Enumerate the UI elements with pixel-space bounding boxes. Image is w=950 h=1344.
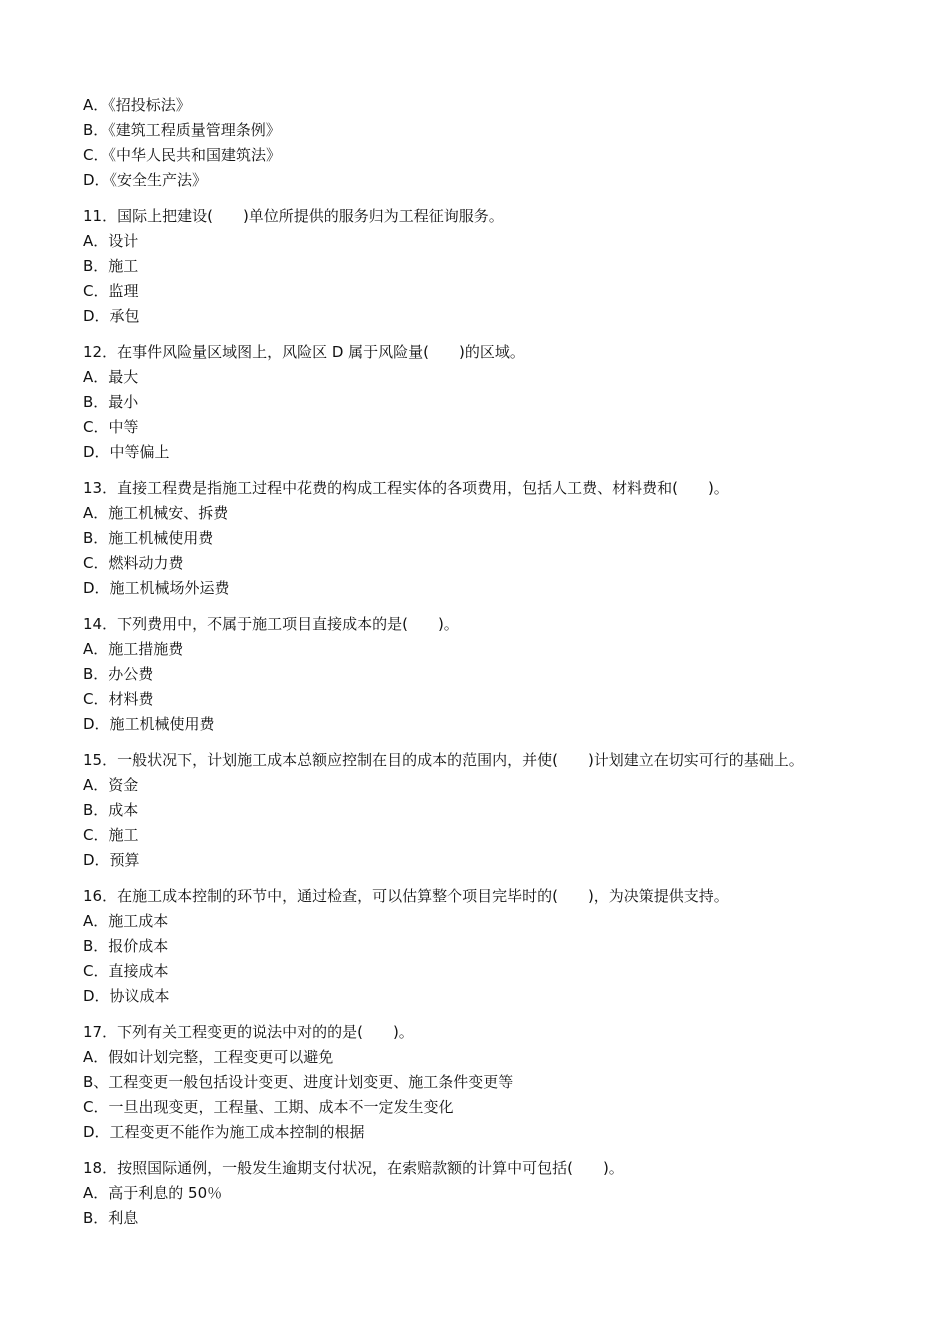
option-a: A．假如计划完整，工程变更可以避免 [83,1048,334,1066]
option-c: C．中等 [83,418,139,436]
question-18 [83,1156,943,1231]
question-stem: 14．下列费用中，不属于施工项目直接成本的是( )。 [83,615,459,633]
option-a: A．施工成本 [83,912,169,930]
option-c: C．直接成本 [83,962,169,980]
question-10-options [83,93,943,193]
option-d: D．预算 [83,851,140,869]
question-stem: 18．按照国际通例，一般发生逾期支付状况，在索赔款额的计算中可包括( )。 [83,1159,624,1177]
question-17 [83,1020,943,1145]
option-b: B．成本 [83,801,139,819]
option-d: D．工程变更不能作为施工成本控制的根据 [83,1123,365,1141]
option-b: B．利息 [83,1209,139,1227]
question-11 [83,204,943,329]
option-d: D．协议成本 [83,987,170,1005]
option-a: A．施工措施费 [83,640,184,658]
option-c: C．一旦出现变更，工程量、工期、成本不一定发生变化 [83,1098,454,1116]
exam-page [83,93,943,1231]
question-stem: 17．下列有关工程变更的说法中对的的是( )。 [83,1023,414,1041]
option-c: C．《中华人民共和国建筑法》 [83,146,281,164]
option-d: D．中等偏上 [83,443,170,461]
option-c: C．施工 [83,826,139,844]
question-stem: 11．国际上把建设( )单位所提供的服务归为工程征询服务。 [83,207,504,225]
option-a: A．最大 [83,368,139,386]
question-stem: 13．直接工程费是指施工过程中花费的构成工程实体的各项费用，包括人工费、材料费和( )。 [83,479,729,497]
option-d: D．承包 [83,307,140,325]
question-12 [83,340,943,465]
option-b: B．施工机械使用费 [83,529,214,547]
option-b: B．办公费 [83,665,154,683]
question-15 [83,748,943,873]
option-d: D．《安全生产法》 [83,171,208,189]
option-d: D．施工机械场外运费 [83,579,230,597]
option-c: C．材料费 [83,690,154,708]
question-14 [83,612,943,737]
option-a: A．《招投标法》 [83,96,191,114]
question-stem: 12．在事件风险量区域图上，风险区 D 属于风险量( )的区域。 [83,343,525,361]
option-c: C．监理 [83,282,139,300]
option-d: D．施工机械使用费 [83,715,215,733]
option-a: A．资金 [83,776,139,794]
option-b: B．最小 [83,393,139,411]
option-a: A．设计 [83,232,139,250]
option-b: B、工程变更一般包括设计变更、进度计划变更、施工条件变更等 [83,1073,514,1091]
question-16 [83,884,943,1009]
option-b: B．《建筑工程质量管理条例》 [83,121,281,139]
question-stem: 15．一般状况下，计划施工成本总额应控制在目的成本的范围内，并使( )计划建立在切实可行的基础上。 [83,751,804,769]
option-a: A．高于利息的 50％ [83,1184,223,1202]
option-b: B．施工 [83,257,139,275]
option-b: B．报价成本 [83,937,169,955]
option-a: A．施工机械安、拆费 [83,504,229,522]
question-stem: 16．在施工成本控制的环节中，通过检查，可以估算整个项目完毕时的( )，为决策提供支持。 [83,887,729,905]
option-c: C．燃料动力费 [83,554,184,572]
question-13 [83,476,943,601]
